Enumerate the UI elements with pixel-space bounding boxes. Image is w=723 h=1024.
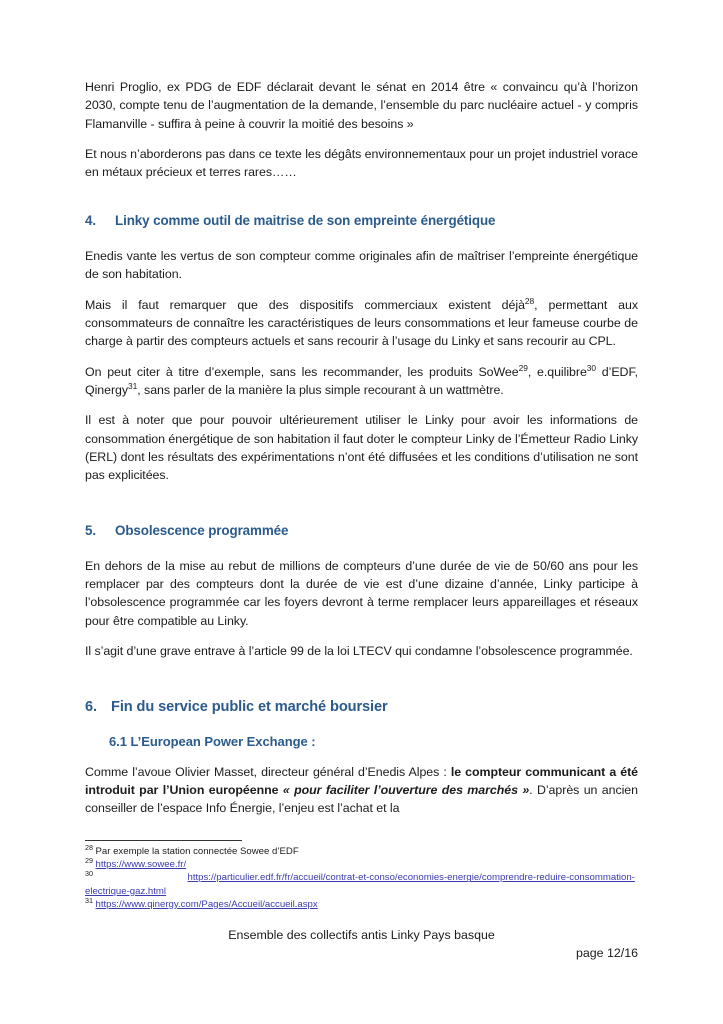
heading-section-6-label: Fin du service public et marché boursier: [111, 698, 388, 715]
paragraph-enedis-vante: [85, 247, 638, 284]
paragraph-erl-text: Il est à noter que pour pouvoir ultérieurement utiliser le Linky pour avoir les informations de consommation énergétique de son habitation il faut doter le compteur Linky de l’Émetteur Radio Linky (ERL) dont les résultats des expérimentations n’ont été diffusées et les conditions d’utilisation ne sont pas explicitées.: [85, 413, 638, 483]
paragraph-article-99-text: Il s’agit d’une grave entrave à l’article 99 de la loi LTECV qui condamne l’obsolescence programmée.: [85, 644, 633, 659]
paragraph-produits-sowee: [85, 363, 638, 400]
spacer: [85, 228, 638, 247]
spacer: [85, 749, 638, 763]
footnote-ref-30[interactable]: 30: [586, 362, 597, 373]
text-produits-c: d’EDF, Qinergy: [85, 364, 638, 397]
footnote-28-marker: 28: [85, 842, 93, 852]
footnotes-area: [85, 840, 638, 911]
footnote-30-link[interactable]: https://particulier.edf.fr/fr/accueil/contrat-et-conso/economies-energie/comprendre-reduire-consommation-electrique-gaz.html: [85, 872, 635, 897]
text-masset-bold: le compteur communicant a été introduit par l’Union européenne: [85, 764, 638, 797]
footnote-28-text: Par exemple la station connectée Sowee d’EDF: [95, 846, 299, 857]
spacer: [85, 715, 638, 734]
footnote-29-marker: 29: [85, 856, 93, 866]
footnote-ref-28[interactable]: 28: [524, 295, 535, 306]
heading-section-6: [85, 699, 638, 715]
text-before-footnote-28: Mais il faut remarquer que des dispositifs commerciaux existent déjà: [85, 297, 525, 312]
footnote-31-marker: 31: [85, 895, 93, 905]
footnote-29: [85, 858, 638, 871]
paragraph-erl: [85, 411, 638, 484]
spacer: [85, 194, 638, 213]
text-masset-bold-italic-quote: « pour faciliter l’ouverture des marchés »: [282, 782, 530, 797]
heading-section-6-1: 6.1 L’European Power Exchange :: [109, 733, 316, 749]
paragraph-dispositifs-commerciaux: [85, 296, 638, 351]
heading-section-4: [85, 213, 638, 228]
heading-section-4-label: Linky comme outil de maitrise de son empreinte énergétique: [115, 212, 496, 228]
paragraph-article-99: [85, 642, 638, 660]
text-produits-d: , sans parler de la manière la plus simple recourant à un wattmètre.: [137, 382, 504, 397]
footnote-30-marker: 30: [85, 869, 93, 879]
footer-page-number: page 12/16: [575, 946, 638, 960]
footnote-ref-29[interactable]: 29: [518, 362, 528, 373]
footnote-30: [85, 871, 638, 897]
paragraph-proglio-quote: Henri Proglio, ex PDG de EDF déclarait devant le sénat en 2014 être « convaincu qu’à l’horizon 2030, compte tenu de l’augmentation de la demande, l’ensemble du parc nucléaire actuel - y compris Flamanville - suffira à peine à couvrir la moitié des besoins »: [85, 80, 638, 131]
heading-section-5: [85, 523, 638, 538]
heading-section-5-label: Obsolescence programmée: [115, 522, 289, 538]
footnote-31: [85, 895, 638, 911]
footnote-29-link[interactable]: https://www.sowee.fr/: [95, 859, 187, 871]
heading-section-5-number: 5.: [85, 522, 96, 538]
text-after-footnote-28: , permettant aux consommateurs de connaître les caractéristiques de leurs consommations et leur fameuse courbe de charge à partir des compteurs actuels et sans recourir à l’usage du Linky et sans recourir au CPL.: [85, 297, 638, 349]
paragraph-mise-au-rebut-text: En dehors de la mise au rebut de millions de compteurs d’une durée de vie de 50/60 ans pour les remplacer par des compteurs dont la durée de vie est d’une dizaine d’année, Linky participe à l’obsolescence programmée car les foyers devront à terme remplacer leurs appareillages et réseaux pour être compatible au Linky.: [85, 558, 638, 628]
spacer: [85, 497, 638, 523]
footnote-28: [85, 842, 638, 858]
heading-section-4-number: 4.: [85, 212, 96, 228]
text-produits-a: On peut citer à titre d’exemple, sans les recommander, les produits SoWee: [85, 364, 519, 379]
paragraph-enedis-vante-text: Enedis vante les vertus de son compteur comme originales afin de maîtriser l’empreinte énergétique de son habitation.: [85, 248, 638, 282]
text-masset-b: . D’après un ancien conseiller de l’espace Info Énergie, l’enjeu est l’achat et la: [85, 782, 638, 816]
footer-organization: Ensemble des collectifs antis Linky Pays basque: [228, 928, 495, 942]
footnote-separator-rule: [85, 840, 242, 841]
paragraph-environmental-damage: Et nous n’aborderons pas dans ce texte les dégâts environnementaux pour un projet industriel vorace en métaux précieux et terres rares……: [85, 147, 638, 180]
text-produits-b: , e.quilibre: [527, 364, 587, 379]
spacer: [85, 538, 638, 557]
spacer: [85, 673, 638, 699]
paragraph-olivier-masset: [85, 763, 638, 818]
footnote-31-link[interactable]: https://www.qinergy.com/Pages/Accueil/accueil.aspx: [95, 898, 318, 910]
text-masset-a: Comme l’avoue Olivier Masset, directeur général d’Enedis Alpes :: [85, 764, 451, 779]
heading-section-6-number: 6.: [85, 698, 97, 715]
document-body: [85, 78, 638, 818]
paragraph-mise-au-rebut: [85, 557, 638, 630]
footnote-ref-31[interactable]: 31: [128, 380, 138, 391]
